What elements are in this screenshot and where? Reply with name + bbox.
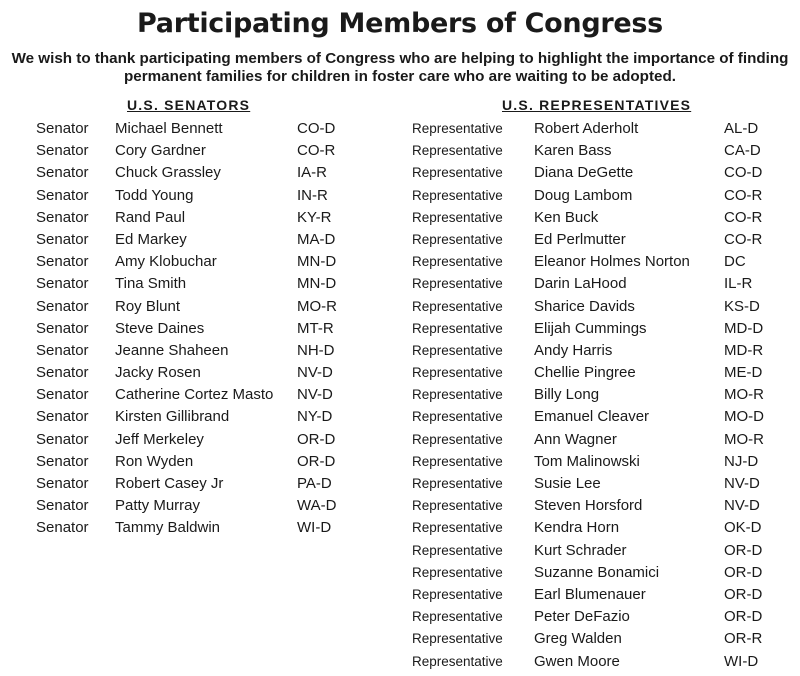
member-name: Peter DeFazio (534, 608, 630, 626)
member-title: Senator (36, 364, 89, 382)
member-title: Representative (412, 542, 503, 558)
member-name: Jeanne Shaheen (115, 341, 229, 359)
member-state-party: NV-D (724, 475, 760, 492)
member-state-party: MO-D (724, 408, 764, 426)
member-name: Andy Harris (534, 341, 613, 359)
member-title: Senator (36, 230, 89, 248)
member-state-party: CO-D (297, 120, 336, 137)
member-state-party: MO-R (297, 297, 337, 315)
member-name: Amy Klobuchar (115, 253, 217, 271)
member-name: Patty Murray (115, 497, 201, 515)
page-title: Participating Members of Congress (137, 8, 663, 39)
member-title: Representative (412, 498, 503, 514)
member-title: Representative (412, 254, 503, 270)
member-title: Senator (36, 519, 89, 537)
member-state-party: OR-D (297, 452, 336, 470)
member-state-party: OR-D (724, 541, 763, 559)
member-name: Susie Lee (534, 475, 601, 492)
member-name: Ed Perlmutter (534, 230, 626, 248)
senators-heading: U.S. SENATORS (127, 97, 251, 113)
member-state-party: NV-D (297, 386, 333, 404)
member-state-party: CO-R (724, 186, 763, 204)
member-title: Representative (412, 209, 503, 225)
member-name: Gwen Moore (534, 652, 620, 670)
member-name: Darin LaHood (534, 275, 627, 293)
member-title: Representative (412, 342, 503, 358)
member-title: Representative (412, 631, 503, 647)
member-title: Senator (36, 475, 89, 492)
member-state-party: ME-D (724, 364, 763, 382)
representatives-heading: U.S. REPRESENTATIVES (502, 97, 692, 113)
member-name: Jeff Merkeley (115, 430, 204, 448)
member-name: Kirsten Gillibrand (115, 408, 230, 426)
member-name: Emanuel Cleaver (534, 408, 650, 426)
member-state-party: NV-D (724, 497, 760, 515)
member-name: Tom Malinowski (534, 452, 640, 470)
member-state-party: MN-D (297, 275, 337, 293)
member-name: Karen Bass (534, 142, 612, 160)
member-name: Kurt Schrader (534, 541, 627, 559)
member-title: Representative (412, 387, 503, 403)
member-name: Ed Markey (115, 230, 187, 248)
member-state-party: MD-D (724, 319, 764, 337)
member-state-party: OR-D (724, 563, 763, 581)
member-title: Representative (412, 365, 503, 381)
page-subtitle: We wish to thank participating members of Congress who are helping to highlight the importance of finding permanent families for children in foster care who are waiting to be adopted. (11, 50, 789, 85)
member-state-party: CO-R (724, 208, 763, 226)
member-name: Ken Buck (534, 208, 599, 226)
member-state-party: DC (724, 253, 746, 271)
member-name: Todd Young (115, 186, 194, 204)
member-state-party: NJ-D (724, 452, 759, 470)
member-name: Suzanne Bonamici (534, 563, 660, 581)
member-state-party: WI-D (724, 652, 759, 670)
member-title: Representative (412, 653, 503, 669)
member-state-party: MN-D (297, 253, 337, 271)
member-title: Representative (412, 231, 503, 247)
member-name: Chuck Grassley (115, 164, 221, 182)
member-name: Steve Daines (115, 319, 205, 337)
member-name: Doug Lambom (534, 186, 633, 204)
member-state-party: MD-R (724, 341, 764, 359)
member-name: Steven Horsford (534, 497, 643, 515)
member-title: Representative (412, 165, 503, 181)
member-state-party: OK-D (724, 519, 762, 537)
member-state-party: MA-D (297, 230, 336, 248)
member-name: Billy Long (534, 386, 600, 404)
member-state-party: AL-D (724, 120, 759, 137)
member-name: Robert Aderholt (534, 120, 639, 137)
member-title: Representative (412, 320, 503, 336)
member-state-party: IA-R (297, 164, 327, 182)
member-title: Representative (412, 476, 503, 491)
member-state-party: NV-D (297, 364, 333, 382)
member-title: Representative (412, 520, 503, 536)
member-title: Representative (412, 187, 503, 203)
member-state-party: PA-D (297, 475, 332, 492)
member-state-party: KS-D (724, 297, 760, 315)
member-state-party: CO-R (297, 142, 336, 160)
member-title: Senator (36, 208, 89, 226)
member-name: Eleanor Holmes Norton (534, 253, 690, 271)
member-name: Earl Blumenauer (534, 585, 646, 603)
member-name: Greg Walden (534, 630, 622, 648)
member-title: Representative (412, 276, 503, 292)
member-title: Senator (36, 386, 89, 404)
member-state-party: MO-R (724, 430, 764, 448)
member-title: Representative (412, 586, 503, 602)
member-name: Michael Bennett (115, 120, 223, 137)
member-title: Senator (36, 341, 89, 359)
member-title: Representative (412, 409, 503, 425)
member-title: Senator (36, 275, 89, 293)
member-title: Senator (36, 186, 89, 204)
member-state-party: CO-D (724, 164, 763, 182)
member-state-party: NH-D (297, 341, 335, 359)
member-title: Senator (36, 497, 89, 515)
member-state-party: OR-D (724, 585, 763, 603)
member-name: Elijah Cummings (534, 319, 647, 337)
member-title: Senator (36, 452, 89, 470)
member-name: Robert Casey Jr (115, 475, 224, 492)
member-name: Cory Gardner (115, 142, 206, 160)
member-state-party: OR-D (724, 608, 763, 626)
member-title: Representative (412, 564, 503, 580)
member-state-party: IN-R (297, 186, 328, 204)
member-name: Rand Paul (115, 208, 186, 226)
member-state-party: KY-R (297, 208, 332, 226)
member-title: Representative (412, 431, 503, 447)
member-name: Kendra Horn (534, 519, 620, 537)
member-title: Senator (36, 164, 89, 182)
member-title: Representative (412, 121, 503, 136)
member-state-party: WA-D (297, 497, 337, 515)
member-name: Tina Smith (115, 275, 187, 293)
member-name: Chellie Pingree (534, 364, 636, 382)
member-title: Senator (36, 120, 89, 137)
member-state-party: CO-R (724, 230, 763, 248)
member-state-party: OR-D (297, 430, 336, 448)
member-title: Senator (36, 430, 89, 448)
member-title: Representative (412, 609, 503, 625)
member-name: Ron Wyden (115, 452, 194, 470)
member-title: Representative (412, 453, 503, 469)
member-title: Senator (36, 142, 89, 160)
member-name: Sharice Davids (534, 297, 635, 315)
member-state-party: MO-R (724, 386, 764, 404)
member-state-party: IL-R (724, 275, 753, 293)
member-title: Senator (36, 297, 89, 315)
member-name: Ann Wagner (534, 430, 617, 448)
member-name: Catherine Cortez Masto (115, 386, 274, 404)
member-state-party: WI-D (297, 519, 332, 537)
member-title: Representative (412, 143, 503, 159)
member-state-party: NY-D (297, 408, 333, 426)
member-name: Jacky Rosen (115, 364, 201, 382)
member-title: Senator (36, 319, 89, 337)
member-name: Diana DeGette (534, 164, 634, 182)
member-title: Senator (36, 253, 89, 271)
member-title: Senator (36, 408, 89, 426)
member-state-party: MT-R (297, 319, 334, 337)
member-name: Tammy Baldwin (115, 519, 221, 537)
member-name: Roy Blunt (115, 297, 181, 315)
member-title: Representative (412, 298, 503, 314)
member-state-party: CA-D (724, 142, 761, 160)
member-state-party: OR-R (724, 630, 763, 648)
